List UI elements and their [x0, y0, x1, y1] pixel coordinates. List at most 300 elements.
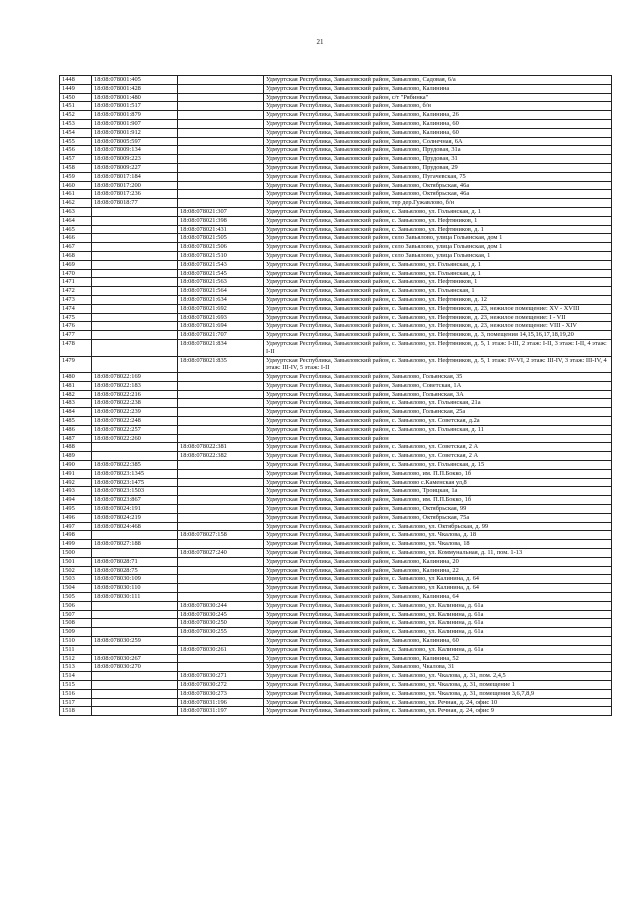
register-table-body	[60, 76, 612, 716]
cadastral-number-premises	[178, 654, 264, 663]
table-row	[60, 304, 612, 313]
address: Удмуртская Республика, Завьяловский район, Завьялово, Солнечная, 6А	[264, 137, 612, 146]
address: Удмуртская Республика, Завьяловский район, с. Завьялово, ул. Гольянская, 21а	[264, 399, 612, 408]
row-number: 1493	[60, 487, 92, 496]
cadastral-number-premises: 18:08:078021:835	[178, 356, 264, 373]
cadastral-number-premises	[178, 566, 264, 575]
cadastral-number-land	[92, 207, 178, 216]
cadastral-number-land	[92, 619, 178, 628]
row-number: 1480	[60, 373, 92, 382]
row-number: 1487	[60, 434, 92, 443]
table-row	[60, 584, 612, 593]
cadastral-number-premises	[178, 190, 264, 199]
cadastral-number-premises	[178, 663, 264, 672]
row-number: 1510	[60, 637, 92, 646]
address: Удмуртская Республика, Завьяловский район, с. Завьялово, ул. Нефтяников, д. 23, нежилое помещение: XV - XVIII	[264, 304, 612, 313]
row-number: 1513	[60, 663, 92, 672]
address: Удмуртская Республика, Завьяловский район, с. Завьялово, ул. Калинина, д. 61а	[264, 645, 612, 654]
address: Удмуртская Республика, Завьяловский район, Завьялово, Садовая, 6/а	[264, 76, 612, 85]
address: Удмуртская Республика, Завьяловский район, с/т "Рябинка"	[264, 93, 612, 102]
address: Удмуртская Республика, Завьяловский район, с. Завьялово, ул. Чкалова, д. 31, пом. 2,4,5	[264, 672, 612, 681]
table-row	[60, 119, 612, 128]
cadastral-number-land	[92, 313, 178, 322]
address: Удмуртская Республика, Завьяловский район, Завьялово, Прудовая, 29	[264, 163, 612, 172]
cadastral-number-premises	[178, 575, 264, 584]
cadastral-number-land	[92, 628, 178, 637]
cadastral-number-premises: 18:08:078021:505	[178, 234, 264, 243]
address: Удмуртская Республика, Завьяловский район, Завьялово, Октябрьская, 75а	[264, 513, 612, 522]
row-number: 1459	[60, 172, 92, 181]
cadastral-number-premises	[178, 425, 264, 434]
cadastral-number-land: 18:08:078022:183	[92, 381, 178, 390]
cadastral-number-land: 18:08:078001:879	[92, 111, 178, 120]
table-row	[60, 566, 612, 575]
table-row	[60, 278, 612, 287]
row-number: 1455	[60, 137, 92, 146]
row-number: 1508	[60, 619, 92, 628]
cadastral-number-premises: 18:08:078021:694	[178, 322, 264, 331]
row-number: 1514	[60, 672, 92, 681]
address: Удмуртская Республика, Завьяловский район, Завьялово, Калинина, 26	[264, 111, 612, 120]
cadastral-number-land: 18:08:078027:188	[92, 540, 178, 549]
table-row	[60, 417, 612, 426]
address: Удмуртская Республика, Завьяловский район, с. Завьялово, ул. Нефтяников, д. 23, нежилое помещение: I - VII	[264, 313, 612, 322]
cadastral-number-land	[92, 549, 178, 558]
cadastral-number-premises	[178, 584, 264, 593]
address: Удмуртская Республика, Завьяловский район, тер дер.Гужавлово, б/н	[264, 199, 612, 208]
address: Удмуртская Республика, Завьяловский район, с. Завьялово, ул. Советская, д.2а	[264, 417, 612, 426]
cadastral-number-land: 18:08:078024:191	[92, 505, 178, 514]
cadastral-number-land	[92, 225, 178, 234]
table-row	[60, 137, 612, 146]
table-row	[60, 295, 612, 304]
table-row	[60, 111, 612, 120]
row-number: 1506	[60, 601, 92, 610]
table-row	[60, 390, 612, 399]
address: Удмуртская Республика, Завьяловский район, с. Завьялово, ул Калинина, д. 64	[264, 584, 612, 593]
cadastral-number-land: 18:08:078028:75	[92, 566, 178, 575]
cadastral-number-premises: 18:08:078022:381	[178, 443, 264, 452]
address: Удмуртская Республика, Завьяловский район, с. Завьялово, ул. Калинина, д. 61а	[264, 610, 612, 619]
table-row	[60, 619, 612, 628]
table-row	[60, 628, 612, 637]
cadastral-number-land: 18:08:078001:517	[92, 102, 178, 111]
address: Удмуртская Республика, Завьяловский район, Завьялово, Калинина, 64	[264, 593, 612, 602]
row-number: 1511	[60, 645, 92, 654]
address: Удмуртская Республика, Завьяловский район, с. Завьялово, ул. Калинина, д. 61а	[264, 601, 612, 610]
row-number: 1485	[60, 417, 92, 426]
table-row	[60, 93, 612, 102]
row-number: 1452	[60, 111, 92, 120]
cadastral-number-land	[92, 216, 178, 225]
row-number: 1462	[60, 199, 92, 208]
row-number: 1491	[60, 469, 92, 478]
cadastral-number-premises	[178, 417, 264, 426]
table-row	[60, 425, 612, 434]
address: Удмуртская Республика, Завьяловский район	[264, 434, 612, 443]
cadastral-number-land: 18:08:078005:597	[92, 137, 178, 146]
row-number: 1505	[60, 593, 92, 602]
row-number: 1450	[60, 93, 92, 102]
cadastral-number-premises: 18:08:078021:543	[178, 260, 264, 269]
address: Удмуртская Республика, Завьяловский район, Завьялово, Октябрьская, 99	[264, 505, 612, 514]
table-row	[60, 331, 612, 340]
address: Удмуртская Республика, Завьяловский район, Завьялово, Прудовая, 31а	[264, 146, 612, 155]
row-number: 1496	[60, 513, 92, 522]
cadastral-number-land	[92, 269, 178, 278]
row-number: 1454	[60, 128, 92, 137]
table-row	[60, 540, 612, 549]
address: Удмуртская Республика, Завьяловский район, Завьялово, Калинина, 52	[264, 654, 612, 663]
table-row	[60, 234, 612, 243]
cadastral-number-land	[92, 278, 178, 287]
cadastral-number-land	[92, 234, 178, 243]
cadastral-number-premises: 18:08:078030:255	[178, 628, 264, 637]
table-row	[60, 163, 612, 172]
row-number: 1464	[60, 216, 92, 225]
cadastral-number-premises	[178, 199, 264, 208]
row-number: 1458	[60, 163, 92, 172]
table-row	[60, 549, 612, 558]
row-number: 1448	[60, 76, 92, 85]
row-number: 1474	[60, 304, 92, 313]
row-number: 1503	[60, 575, 92, 584]
cadastral-number-premises: 18:08:078031:197	[178, 707, 264, 716]
cadastral-number-premises: 18:08:078021:564	[178, 287, 264, 296]
row-number: 1457	[60, 155, 92, 164]
address: Удмуртская Республика, Завьяловский район, с. Завьялово, ул. Гольянская, д. 1	[264, 260, 612, 269]
cadastral-number-premises	[178, 434, 264, 443]
cadastral-number-land: 18:08:078022:169	[92, 373, 178, 382]
cadastral-number-land: 18:08:078022:260	[92, 434, 178, 443]
table-row	[60, 531, 612, 540]
address: Удмуртская Республика, Завьяловский район, Завьялово, Октябрьская, 46а	[264, 190, 612, 199]
row-number: 1461	[60, 190, 92, 199]
table-row	[60, 663, 612, 672]
row-number: 1481	[60, 381, 92, 390]
table-row	[60, 689, 612, 698]
cadastral-number-premises	[178, 181, 264, 190]
cadastral-number-premises: 18:08:078021:398	[178, 216, 264, 225]
address: Удмуртская Республика, Завьяловский район, Завьялово, Чкалова, 31	[264, 663, 612, 672]
address: Удмуртская Республика, Завьяловский район, с. Завьялово, ул. Нефтяников, д. 5, 1 этаж: IV-VI, 2 этаж: III-IV, 3 этаж: III-IV, 4 этаж: III-IV, 5 этаж: I-II	[264, 356, 612, 373]
row-number: 1456	[60, 146, 92, 155]
cadastral-number-premises: 18:08:078021:707	[178, 331, 264, 340]
cadastral-number-land: 18:08:078009:223	[92, 155, 178, 164]
cadastral-number-land	[92, 680, 178, 689]
cadastral-number-premises	[178, 381, 264, 390]
cadastral-number-land: 18:08:078001:480	[92, 93, 178, 102]
row-number: 1469	[60, 260, 92, 269]
cadastral-number-land: 18:08:078022:248	[92, 417, 178, 426]
cadastral-number-land: 18:08:078009:134	[92, 146, 178, 155]
address: Удмуртская Республика, Завьяловский район, с. Завьялово, ул. Чкалова, д. 18	[264, 531, 612, 540]
cadastral-number-premises	[178, 128, 264, 137]
row-number: 1471	[60, 278, 92, 287]
row-number: 1518	[60, 707, 92, 716]
address: Удмуртская Республика, Завьяловский район, с. Завьялово, ул. Гольянская, д. 1	[264, 269, 612, 278]
cadastral-number-premises	[178, 373, 264, 382]
table-row	[60, 680, 612, 689]
cadastral-number-premises: 18:08:078030:244	[178, 601, 264, 610]
address: Удмуртская Республика, Завьяловский район, с. Завьялово, ул. Нефтяников, д. 1	[264, 225, 612, 234]
cadastral-number-premises: 18:08:078021:307	[178, 207, 264, 216]
cadastral-number-land	[92, 251, 178, 260]
table-row	[60, 216, 612, 225]
row-number: 1468	[60, 251, 92, 260]
cadastral-number-premises: 18:08:078030:271	[178, 672, 264, 681]
cadastral-number-premises: 18:08:078021:634	[178, 295, 264, 304]
row-number: 1495	[60, 505, 92, 514]
address: Удмуртская Республика, Завьяловский район, с. Завьялово, ул. Коммунальная, д. 11, пом. 1-13	[264, 549, 612, 558]
cadastral-number-land	[92, 601, 178, 610]
cadastral-number-land	[92, 322, 178, 331]
cadastral-number-land	[92, 339, 178, 356]
row-number: 1466	[60, 234, 92, 243]
table-row	[60, 478, 612, 487]
row-number: 1501	[60, 557, 92, 566]
cadastral-number-land	[92, 287, 178, 296]
row-number: 1479	[60, 356, 92, 373]
address: Удмуртская Республика, Завьяловский район, с. Завьялово, ул. Калинина, д. 61а	[264, 619, 612, 628]
row-number: 1497	[60, 522, 92, 531]
cadastral-number-land	[92, 295, 178, 304]
cadastral-number-premises: 18:08:078021:545	[178, 269, 264, 278]
table-row	[60, 155, 612, 164]
address: Удмуртская Республика, Завьяловский район, Завьялово, Троицкая, 1а	[264, 487, 612, 496]
row-number: 1467	[60, 243, 92, 252]
cadastral-number-land	[92, 672, 178, 681]
cadastral-number-land	[92, 698, 178, 707]
table-row	[60, 313, 612, 322]
cadastral-number-premises	[178, 93, 264, 102]
table-row	[60, 408, 612, 417]
cadastral-number-land: 18:08:078022:216	[92, 390, 178, 399]
table-row	[60, 557, 612, 566]
cadastral-number-land	[92, 689, 178, 698]
address: Удмуртская Республика, Завьяловский район, с. Завьялово, ул. Гольянская, 1	[264, 287, 612, 296]
row-number: 1486	[60, 425, 92, 434]
row-number: 1498	[60, 531, 92, 540]
table-row	[60, 181, 612, 190]
table-row	[60, 322, 612, 331]
cadastral-number-land	[92, 331, 178, 340]
cadastral-number-land	[92, 356, 178, 373]
table-row	[60, 199, 612, 208]
table-row	[60, 287, 612, 296]
address: Удмуртская Республика, Завьяловский район, с. Завьялово, ул. Советская, 2 А	[264, 443, 612, 452]
table-row	[60, 654, 612, 663]
cadastral-number-premises	[178, 119, 264, 128]
cadastral-number-land: 18:08:078023:867	[92, 496, 178, 505]
cadastral-number-land: 18:08:078001:912	[92, 128, 178, 137]
cadastral-number-premises	[178, 637, 264, 646]
row-number: 1484	[60, 408, 92, 417]
cadastral-number-land: 18:08:078030:111	[92, 593, 178, 602]
cadastral-number-premises: 18:08:078027:158	[178, 531, 264, 540]
row-number: 1490	[60, 461, 92, 470]
cadastral-number-premises	[178, 102, 264, 111]
row-number: 1476	[60, 322, 92, 331]
table-row	[60, 496, 612, 505]
table-row	[60, 260, 612, 269]
table-row	[60, 172, 612, 181]
address: Удмуртская Республика, Завьяловский район, Завьялово, Гольянская, 3А	[264, 390, 612, 399]
cadastral-number-premises	[178, 469, 264, 478]
row-number: 1517	[60, 698, 92, 707]
cadastral-number-premises	[178, 540, 264, 549]
table-row	[60, 487, 612, 496]
cadastral-number-premises	[178, 522, 264, 531]
row-number: 1509	[60, 628, 92, 637]
table-row	[60, 637, 612, 646]
row-number: 1470	[60, 269, 92, 278]
cadastral-number-premises	[178, 163, 264, 172]
cadastral-number-premises: 18:08:078021:693	[178, 313, 264, 322]
table-row	[60, 381, 612, 390]
cadastral-number-premises	[178, 146, 264, 155]
page-number: 21	[316, 38, 324, 46]
row-number: 1488	[60, 443, 92, 452]
table-row	[60, 575, 612, 584]
table-row	[60, 339, 612, 356]
row-number: 1500	[60, 549, 92, 558]
address: Удмуртская Республика, Завьяловский район, Завьялово, Прудовая, 31	[264, 155, 612, 164]
cadastral-number-premises: 18:08:078021:834	[178, 339, 264, 356]
cadastral-number-premises: 18:08:078022:382	[178, 452, 264, 461]
row-number: 1502	[60, 566, 92, 575]
row-number: 1478	[60, 339, 92, 356]
table-row	[60, 399, 612, 408]
table-row	[60, 452, 612, 461]
row-number: 1512	[60, 654, 92, 663]
table-row	[60, 190, 612, 199]
cadastral-number-premises: 18:08:078030:250	[178, 619, 264, 628]
cadastral-number-premises	[178, 408, 264, 417]
table-row	[60, 128, 612, 137]
address: Удмуртская Республика, Завьяловский район, с. Завьялово, ул. Калинина, д. 61а	[264, 628, 612, 637]
address: Удмуртская Республика, Завьяловский район, Завьялово, Калинина	[264, 84, 612, 93]
cadastral-number-land: 18:08:078030:259	[92, 637, 178, 646]
cadastral-number-premises	[178, 593, 264, 602]
cadastral-number-premises	[178, 557, 264, 566]
cadastral-number-land: 18:08:078030:267	[92, 654, 178, 663]
row-number: 1463	[60, 207, 92, 216]
address: Удмуртская Республика, Завьяловский район, Завьялово, Гольянская, 35	[264, 373, 612, 382]
cadastral-number-land: 18:08:078023:1475	[92, 478, 178, 487]
table-row	[60, 373, 612, 382]
cadastral-number-land: 18:08:078018:77	[92, 199, 178, 208]
cadastral-number-premises: 18:08:078021:563	[178, 278, 264, 287]
cadastral-number-land: 18:08:078022:239	[92, 408, 178, 417]
table-row	[60, 461, 612, 470]
cadastral-number-land: 18:08:078030:109	[92, 575, 178, 584]
address: Удмуртская Республика, Завьяловский район, Завьялово, Октябрьская, 46а	[264, 181, 612, 190]
table-row	[60, 707, 612, 716]
table-row	[60, 698, 612, 707]
cadastral-number-land: 18:08:078030:110	[92, 584, 178, 593]
cadastral-number-premises: 18:08:078027:240	[178, 549, 264, 558]
address: Удмуртская Республика, Завьяловский район, Завьялово, Калинина, 20	[264, 557, 612, 566]
cadastral-number-premises: 18:08:078031:196	[178, 698, 264, 707]
cadastral-number-land: 18:08:078001:405	[92, 76, 178, 85]
table-row	[60, 513, 612, 522]
address: Удмуртская Республика, Завьяловский район, Завьялово, им. П.П.Бокко, 1б	[264, 469, 612, 478]
cadastral-number-land	[92, 443, 178, 452]
address: Удмуртская Республика, Завьяловский район, Завьялово, Советская, 1А	[264, 381, 612, 390]
address: Удмуртская Республика, Завьяловский район, Завьялово, Калинина, 60	[264, 128, 612, 137]
table-row	[60, 76, 612, 85]
table-row	[60, 443, 612, 452]
address: Удмуртская Республика, Завьяловский район, Завьялово, Калинина, 60	[264, 119, 612, 128]
cadastral-number-premises	[178, 76, 264, 85]
cadastral-number-land: 18:08:078017:184	[92, 172, 178, 181]
cadastral-number-premises: 18:08:078021:431	[178, 225, 264, 234]
cadastral-number-land: 18:08:078024:468	[92, 522, 178, 531]
row-number: 1472	[60, 287, 92, 296]
cadastral-number-land	[92, 260, 178, 269]
row-number: 1494	[60, 496, 92, 505]
address: Удмуртская Республика, Завьяловский район, Завьялово, б/н	[264, 102, 612, 111]
address: Удмуртская Республика, Завьяловский район, с. Завьялово, ул. Речная, д. 24, офис 10	[264, 698, 612, 707]
address: Удмуртская Республика, Завьяловский район, с. Завьялово, ул. Нефтяников, 1	[264, 278, 612, 287]
row-number: 1482	[60, 390, 92, 399]
cadastral-number-premises	[178, 461, 264, 470]
cadastral-number-premises	[178, 84, 264, 93]
table-row	[60, 225, 612, 234]
table-row	[60, 434, 612, 443]
address: Удмуртская Республика, Завьяловский район, село Завьялово, улица Гольянская, дом 1	[264, 243, 612, 252]
row-number: 1507	[60, 610, 92, 619]
table-row	[60, 522, 612, 531]
address: Удмуртская Республика, Завьяловский район, с. Завьялово, ул Калинина, д. 64	[264, 575, 612, 584]
cadastral-number-land: 18:08:078001:907	[92, 119, 178, 128]
table-row	[60, 146, 612, 155]
table-row	[60, 356, 612, 373]
address: Удмуртская Республика, Завьяловский район, с. Завьялово, ул. Нефтяников, д. 12	[264, 295, 612, 304]
cadastral-number-land	[92, 452, 178, 461]
address: Удмуртская Республика, Завьяловский район, с. Завьялово, ул. Гольянская, д. 15	[264, 461, 612, 470]
cadastral-number-land: 18:08:078030:270	[92, 663, 178, 672]
cadastral-number-land: 18:08:078023:1503	[92, 487, 178, 496]
address: Удмуртская Республика, Завьяловский район, с. Завьялово, ул. Нефтяников, д. 5, 1 этаж: I-III, 2 этаж: I-II, 3 этаж: I-II, 4 этаж: I-II	[264, 339, 612, 356]
row-number: 1453	[60, 119, 92, 128]
table-row	[60, 505, 612, 514]
cadastral-number-premises	[178, 487, 264, 496]
address: Удмуртская Республика, Завьяловский район, село Завьялово, улица Гольянская, 1	[264, 251, 612, 260]
cadastral-number-land	[92, 243, 178, 252]
cadastral-number-premises	[178, 505, 264, 514]
address: Удмуртская Республика, Завьяловский район, Завьялово, Пугачевская, 75	[264, 172, 612, 181]
cadastral-number-premises	[178, 155, 264, 164]
table-row	[60, 269, 612, 278]
row-number: 1515	[60, 680, 92, 689]
cadastral-number-land	[92, 304, 178, 313]
table-row	[60, 243, 612, 252]
cadastral-number-land	[92, 610, 178, 619]
cadastral-number-premises: 18:08:078021:506	[178, 243, 264, 252]
cadastral-number-land: 18:08:078017:200	[92, 181, 178, 190]
address: Удмуртская Республика, Завьяловский район, с. Завьялово, ул. Нефтяников, д. 23, нежилое помещение: VIII - XIV	[264, 322, 612, 331]
address: Удмуртская Республика, Завьяловский район, с. Завьялово, ул. Нефтяников, 1	[264, 216, 612, 225]
cadastral-number-premises	[178, 137, 264, 146]
row-number: 1460	[60, 181, 92, 190]
row-number: 1516	[60, 689, 92, 698]
address: Удмуртская Республика, Завьяловский район, Завьялово, Гольянская, 25а	[264, 408, 612, 417]
cadastral-number-premises: 18:08:078030:245	[178, 610, 264, 619]
cadastral-number-land	[92, 707, 178, 716]
cadastral-number-land: 18:08:078022:385	[92, 461, 178, 470]
